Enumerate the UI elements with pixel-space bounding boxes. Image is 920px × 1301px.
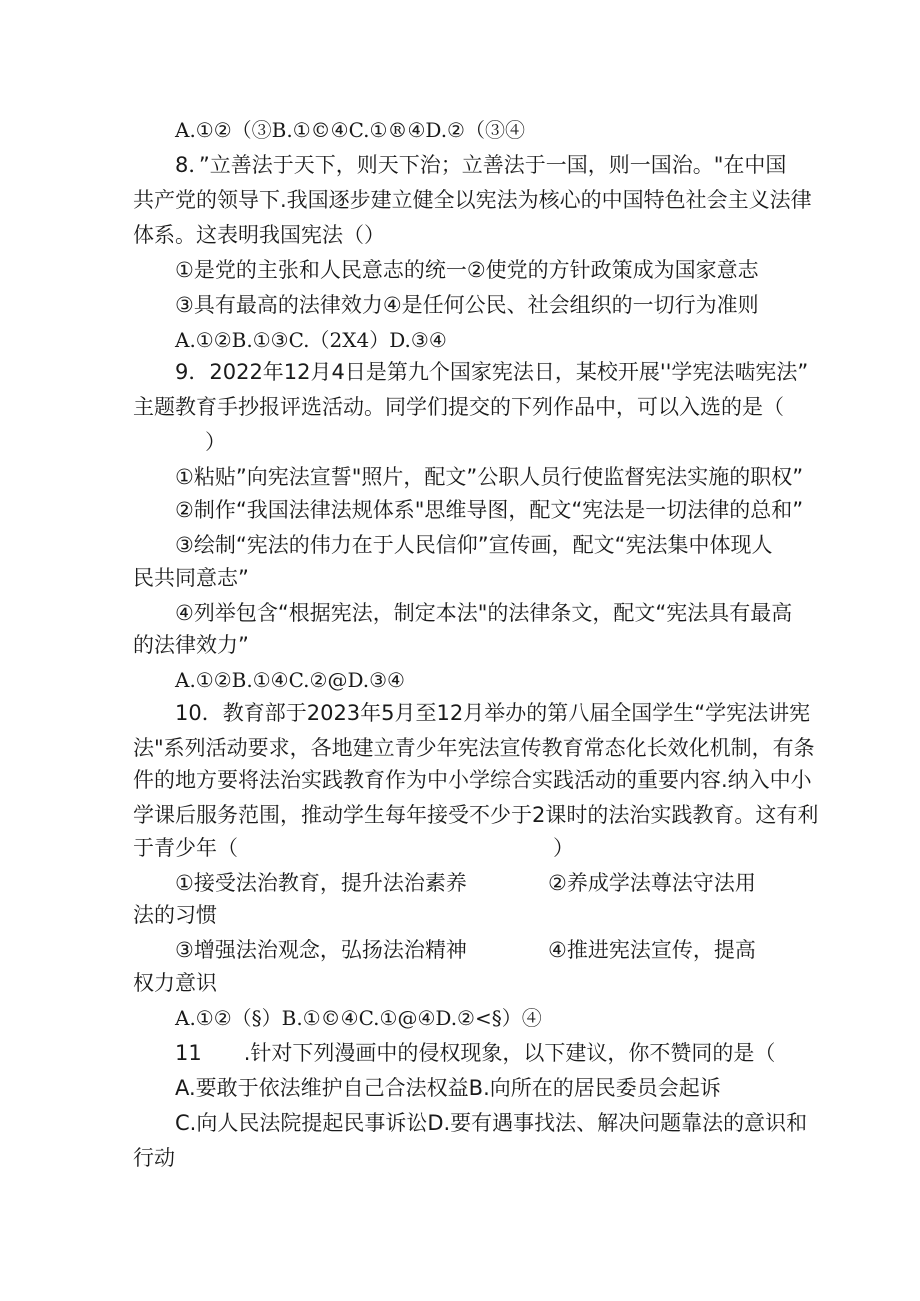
q10-stem-line-5: 于青少年（ (133, 836, 238, 860)
q8-stem-line-1: 8．”立善法于天下，则天下治；立善法于一国，则一国治。"在中国 (175, 153, 787, 177)
q9-stem-line-3: ） (205, 430, 226, 454)
q8-statements-1-2: ①是党的主张和人民意志的统一②使党的方针政策成为国家意志 (175, 258, 759, 282)
q11-stem: 11 .针对下列漫画中的侵权现象，以下建议，你不赞同的是（ (175, 1041, 776, 1065)
q10-statement-2: ②养成学法尊法守法用 (548, 871, 756, 895)
q9-answer-options: A.①②B.①④C.②@D.③④ (175, 668, 405, 692)
q9-statement-4-line-1: ④列举包含“根据宪法，制定本法"的法律条文，配文“宪法具有最高 (175, 601, 793, 625)
q10-stem-line-1: 10．教育部于2023年5月至12月举办的第八届全国学生“学宪法讲宪 (175, 701, 811, 725)
q9-statement-3-line-1: ③绘制“宪法的伟力在于人民信仰”宣传画，配文“宪法集中体现人 (175, 533, 773, 557)
q10-statement-3: ③增强法治观念，弘扬法治精神 (175, 938, 467, 962)
q9-statement-4-line-2: 的法律效力” (133, 633, 249, 657)
q9-statement-3-line-2: 民共同意志” (133, 566, 249, 590)
q10-answer-options: A.①②（§）B.①©④C.①@④D.②<§）④ (175, 1006, 542, 1030)
q11-options-a-b: A.要敢于依法维护自己合法权益B.向所在的居民委员会起诉 (175, 1076, 721, 1100)
q10-statement-4: ④推进宪法宣传，提高 (548, 938, 756, 962)
q7-answer-options: A.①②（③B.①©④C.①®④D.②（③④ (175, 118, 525, 142)
q9-stem-line-2: 主题教育手抄报评选活动。同学们提交的下列作品中，可以入选的是（ (133, 395, 784, 419)
q10-statement-1: ①接受法治教育，提升法治素养 (175, 871, 467, 895)
q11-options-c-d: C.向人民法院提起民事诉讼D.要有遇事找法、解决问题靠法的意识和 (175, 1111, 808, 1135)
q10-statement-2-cont: 法的习惯 (133, 903, 217, 927)
q10-statement-4-cont: 权力意识 (133, 971, 217, 995)
q10-stem-closing-paren: ） (553, 836, 574, 860)
q9-stem-line-1: 9．2022年12月4日是第九个国家宪法日，某校开展''学宪法啮宪法” (175, 360, 809, 384)
q9-statement-1: ①粘贴”向宪法宣誓"照片，配文”公职人员行使监督宪法实施的职权” (175, 465, 804, 489)
q9-statement-2: ②制作“我国法律法规体系"思维导图，配文“宪法是一切法律的总和” (175, 498, 804, 522)
q8-stem-line-2: 共产党的领导下.我国逐步建立健全以宪法为核心的中国特色社会主义法律 (133, 188, 812, 212)
q11-option-d-cont: 行动 (133, 1146, 175, 1170)
q8-answer-options: A.①②B.①③C.（2X4）D.③④ (175, 328, 447, 352)
q10-stem-line-2: 法"系列活动要求，各地建立青少年宪法宣传教育常态化长效化机制，有条 (133, 736, 815, 760)
q10-stem-line-4: 学课后服务范围，推动学生每年接受不少于2课时的法治实践教育。这有利 (133, 803, 819, 827)
q8-stem-line-3: 体系。这表明我国宪法（） (133, 223, 385, 247)
q8-statements-3-4: ③具有最高的法律效力④是任何公民、社会组织的一切行为准则 (175, 293, 759, 317)
q10-stem-line-3: 件的地方要将法治实践教育作为中小学综合实践活动的重要内容.纳入中小 (133, 768, 812, 792)
